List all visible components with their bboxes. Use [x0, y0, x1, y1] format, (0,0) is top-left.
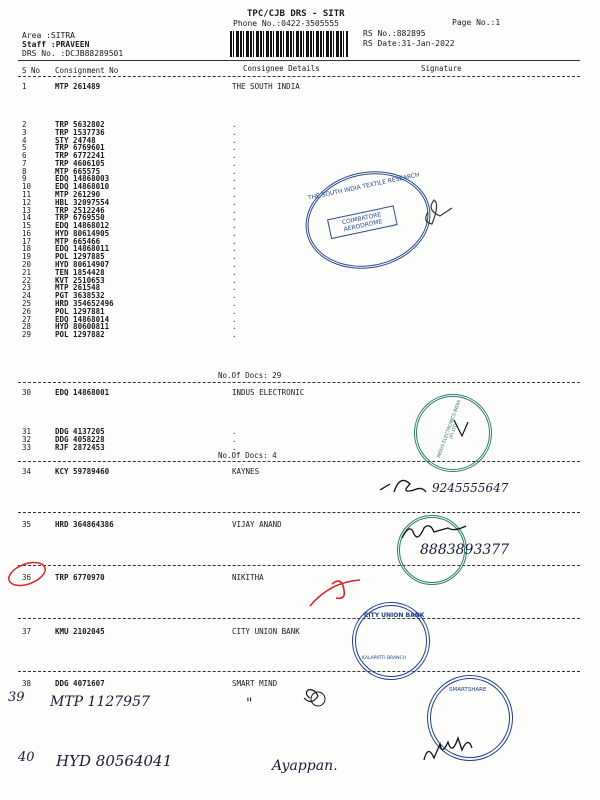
row-consignment: MTP 665575 — [55, 166, 101, 176]
row-sno: 23 — [22, 283, 32, 293]
row-consignee: . — [232, 330, 237, 340]
row-sno: 19 — [22, 252, 32, 262]
row-consignment: EDQ 14868010 — [55, 182, 110, 192]
signature-1 — [426, 200, 452, 224]
signature-5 — [424, 738, 472, 760]
row-consignee: . — [232, 298, 237, 308]
handwritten-consignment-40: HYD 80564041 — [56, 752, 173, 770]
page-title: TPC/CJB DRS - SITR — [247, 9, 345, 19]
row-consignee: . — [232, 182, 237, 192]
ditto-mark: " — [246, 696, 253, 712]
row-consignment: HRD 354652496 — [55, 298, 114, 308]
row-consignment: DDG 4137205 — [55, 427, 105, 436]
row-consignment: TRP 6769601 — [55, 143, 105, 153]
row-consignee: . — [232, 120, 237, 129]
row-sno: 20 — [22, 260, 32, 270]
row-consignment: RJF 2872453 — [55, 443, 105, 452]
row-sno: 14 — [22, 213, 32, 223]
row-sno: 35 — [22, 520, 32, 529]
row-sno: 31 — [22, 427, 32, 436]
row-sno: 13 — [22, 205, 32, 215]
row-consignee: . — [232, 435, 237, 444]
row-consignment: EDQ 14868003 — [55, 174, 110, 184]
column-sno: S No — [22, 66, 41, 75]
row-consignee: . — [232, 151, 237, 161]
row-sno: 27 — [22, 314, 32, 324]
row-consignee: . — [232, 252, 237, 262]
row-consignee: . — [232, 236, 237, 246]
row-sno: 16 — [22, 228, 32, 238]
row-consignment: HRD 364864386 — [55, 520, 114, 529]
row-consignee: . — [232, 143, 237, 153]
rs-date: RS Date:31-Jan-2022 — [363, 39, 455, 48]
column-consignment: Consignment No — [55, 66, 119, 75]
drs-number: DRS No. :DCJB88289501 — [22, 49, 124, 58]
row-consignee: . — [232, 291, 237, 301]
row-consignment: MTP 261290 — [55, 190, 101, 200]
row-consignee: . — [232, 205, 237, 215]
rs-number: RS No.:882895 — [363, 29, 426, 38]
row-consignment: POL 1297885 — [55, 252, 105, 262]
indus-stamp: INDUS ELECTRONICS INDIA (P) LTD. — [414, 394, 492, 472]
row-consignee: VIJAY ANAND — [232, 520, 282, 529]
row-consignee: THE SOUTH INDIA — [232, 82, 300, 91]
row-consignment: TRP 5632802 — [55, 120, 105, 129]
handwritten-phone-1: 9245555647 — [432, 481, 509, 495]
row-consignment: EDQ 14868012 — [55, 221, 110, 231]
row-consignment: TRP 6770970 — [55, 573, 105, 582]
row-consignment: DDG 4058228 — [55, 435, 105, 444]
row-sno: 4 — [22, 135, 27, 145]
row-sno: 15 — [22, 221, 32, 231]
sitra-stamp: THE SOUTH INDIA TEXTILE RESEARCH COIMBATORE AERODROME — [296, 160, 439, 280]
row-sno: 8 — [22, 166, 27, 176]
row-sno: 17 — [22, 236, 32, 246]
column-details: Consignee Details — [243, 64, 320, 73]
row-consignment: TRP 2512246 — [55, 205, 105, 215]
row-consignment: POL 1297882 — [55, 330, 105, 340]
smartshare-stamp: SMARTSHARE — [427, 675, 513, 761]
row-consignment: EDQ 14868001 — [55, 388, 110, 397]
handwritten-name: Ayappan. — [272, 758, 338, 774]
row-consignee: SMART MIND — [232, 679, 278, 688]
row-sno: 32 — [22, 435, 32, 444]
row-consignee: . — [232, 221, 237, 231]
row-consignee: . — [232, 275, 237, 285]
row-consignment: TRP 6769550 — [55, 213, 105, 223]
page-number: Page No.:1 — [452, 18, 501, 27]
handwritten-sno-39: 39 — [8, 690, 25, 705]
row-sno: 29 — [22, 330, 32, 340]
row-sno: 7 — [22, 158, 27, 168]
row-consignment: HYD 80614907 — [55, 260, 110, 270]
row-consignee: INDUS ELECTRONIC — [232, 388, 305, 397]
row-consignee: NIKITHA — [232, 573, 264, 582]
row-sno: 9 — [22, 174, 27, 184]
row-sno: 3 — [22, 127, 27, 137]
row-consignee: . — [232, 267, 237, 277]
row-sno: 24 — [22, 291, 32, 301]
docs-count: No.Of Docs: 4 — [218, 451, 277, 460]
row-consignee: . — [232, 135, 237, 145]
red-circle-mark — [6, 558, 49, 590]
docs-count: No.Of Docs: 29 — [218, 371, 282, 380]
row-sno: 18 — [22, 244, 32, 254]
row-consignment: HYD 80614905 — [55, 228, 110, 238]
signature-2 — [380, 480, 426, 492]
row-consignee: . — [232, 427, 237, 436]
row-sno: 36 — [22, 573, 32, 582]
row-consignment: MTP 261548 — [55, 283, 101, 293]
row-consignee: . — [232, 443, 237, 452]
row-consignee: . — [232, 127, 237, 137]
row-sno: 6 — [22, 151, 27, 161]
row-sno: 21 — [22, 267, 32, 277]
row-consignment: EDQ 14868014 — [55, 314, 110, 324]
row-consignee: . — [232, 197, 237, 207]
handwritten-consignment-39: MTP 1127957 — [50, 694, 150, 710]
row-sno: 38 — [22, 679, 32, 688]
row-consignee: . — [232, 166, 237, 176]
row-consignee: . — [232, 314, 237, 324]
row-consignment: TEN 1854428 — [55, 267, 105, 277]
row-consignee: . — [232, 213, 237, 223]
row-consignment: POL 1297881 — [55, 306, 105, 316]
handwritten-sno-40: 40 — [18, 750, 35, 765]
row-consignee: . — [232, 322, 237, 332]
row-consignment: MTP 261489 — [55, 82, 101, 91]
row-consignment: TRP 1537736 — [55, 127, 105, 137]
row-consignment: HBL 32097554 — [55, 197, 110, 207]
row-sno: 1 — [22, 82, 27, 91]
row-consignee: . — [232, 158, 237, 168]
row-consignment: KMU 2102045 — [55, 627, 105, 636]
signature-3 — [402, 526, 466, 538]
row-sno: 34 — [22, 467, 32, 476]
row-consignment: HYD 80600811 — [55, 322, 110, 332]
row-sno: 5 — [22, 143, 27, 153]
row-sno: 10 — [22, 182, 32, 192]
handwritten-phone-2: 8883893377 — [420, 542, 510, 558]
area-label: Area :SITRA — [22, 31, 75, 40]
column-signature: Signature — [421, 64, 462, 73]
row-consignee: CITY UNION BANK — [232, 627, 300, 636]
row-consignee: . — [232, 228, 237, 238]
row-consignment: PGT 3638532 — [55, 291, 105, 301]
row-consignment: TRP 4606105 — [55, 158, 105, 168]
row-consignee: KAYNES — [232, 467, 260, 476]
row-consignee: . — [232, 283, 237, 293]
row-sno: 33 — [22, 443, 32, 452]
row-consignment: KCY 59789460 — [55, 467, 110, 476]
row-sno: 26 — [22, 306, 32, 316]
row-consignment: KVT 2510653 — [55, 275, 105, 285]
row-consignee: . — [232, 306, 237, 316]
row-sno: 30 — [22, 388, 32, 397]
row-consignment: EDQ 14868011 — [55, 244, 110, 254]
row-sno: 37 — [22, 627, 32, 636]
row-sno: 2 — [22, 120, 27, 129]
row-sno: 11 — [22, 190, 32, 200]
row-sno: 28 — [22, 322, 32, 332]
row-consignee: . — [232, 190, 237, 200]
row-consignment: TRP 6772241 — [55, 151, 105, 161]
row-sno: 12 — [22, 197, 32, 207]
row-sno: 25 — [22, 298, 32, 308]
cub-stamp: CITY UNION BANK KALAPATTI BRANCH — [352, 602, 430, 680]
row-consignment: DDG 4071607 — [55, 679, 105, 688]
row-consignment: STY 24748 — [55, 135, 96, 145]
row-consignee: . — [232, 244, 237, 254]
staff-label: Staff :PRAVEEN — [22, 40, 90, 49]
red-signature — [310, 580, 360, 606]
row-consignee: . — [232, 174, 237, 184]
row-consignment: MTP 665466 — [55, 236, 101, 246]
row-consignee: . — [232, 260, 237, 270]
phone-number: Phone No.:0422-3505555 — [233, 19, 339, 28]
row-sno: 22 — [22, 275, 32, 285]
